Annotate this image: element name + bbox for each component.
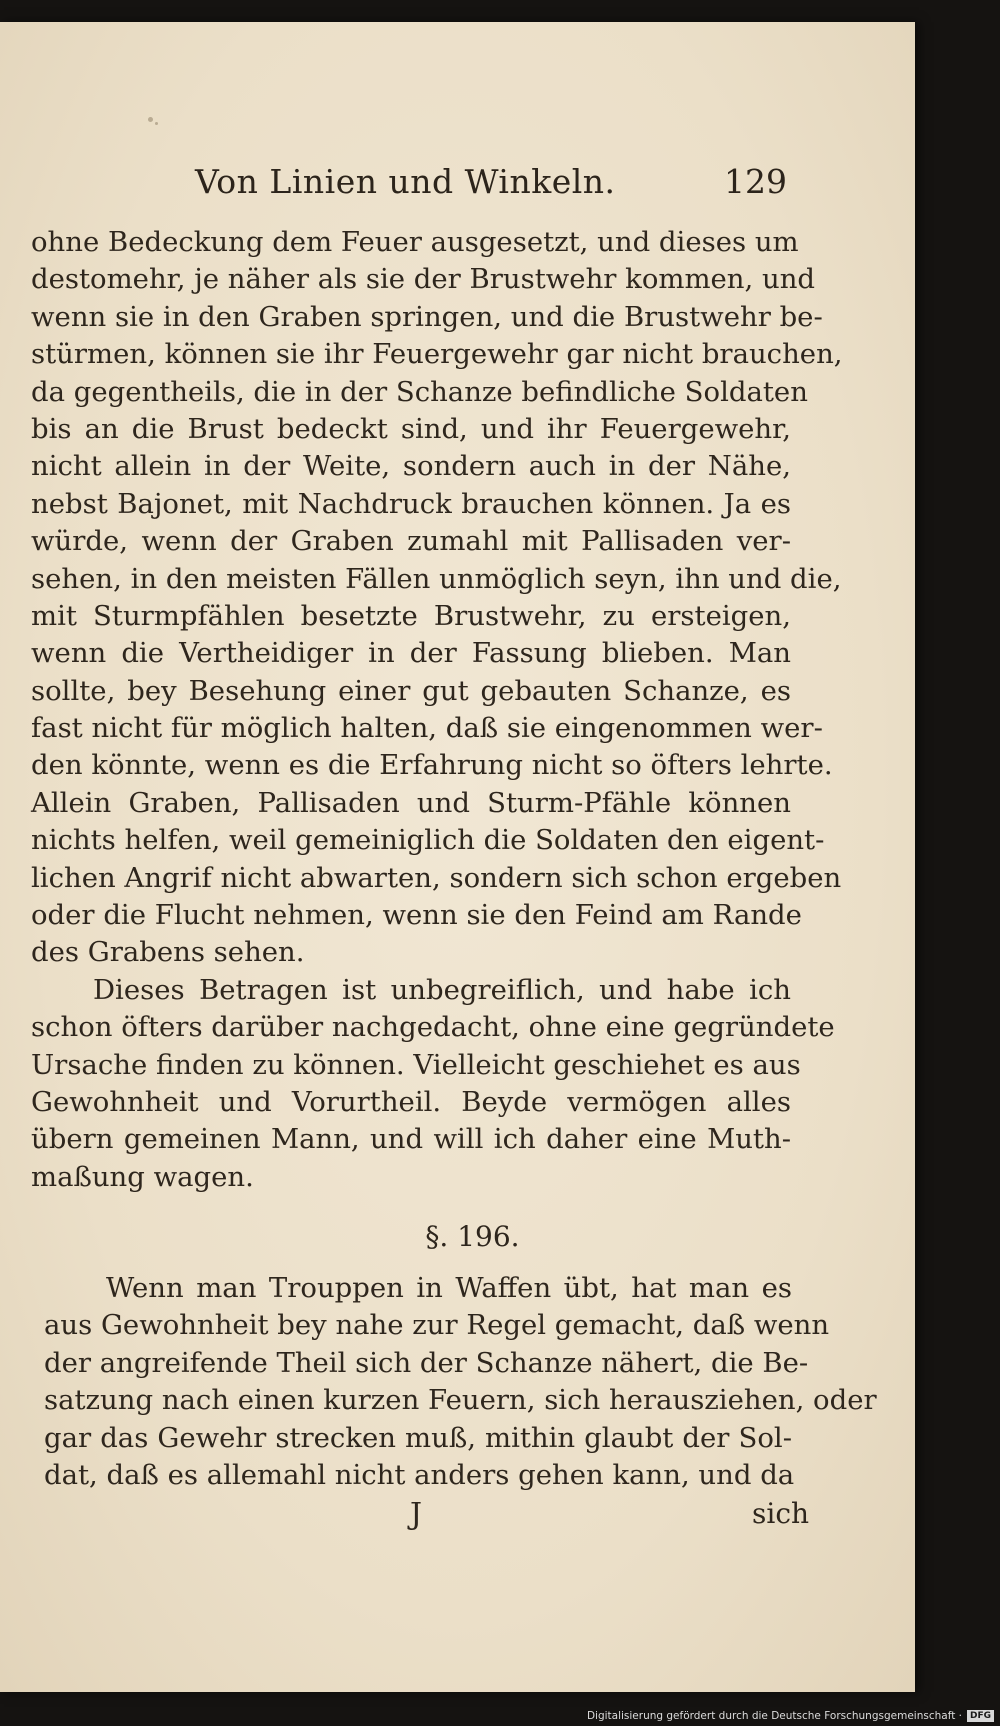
text-line: übern gemeinen Mann, und will ich daher eine Muth-	[31, 1123, 791, 1156]
text-line: da gegentheils, die in der Schanze befindliche Soldaten	[31, 375, 808, 408]
text-line: gar das Gewehr strecken muß, mithin glaubt der Sol-	[44, 1421, 792, 1454]
paragraph-1	[31, 224, 843, 972]
text-line: Gewohnheit und Vorurtheil. Beyde vermögen alles	[31, 1085, 791, 1118]
text-line: wenn sie in den Graben springen, und die Brustwehr be-	[31, 300, 823, 333]
paper-stain	[148, 117, 153, 122]
text-line: würde, wenn der Graben zumahl mit Pallisaden ver-	[31, 525, 791, 558]
text-line: nichts helfen, weil gemeiniglich die Soldaten den eigent-	[31, 824, 825, 857]
text-line: bis an die Brust bedeckt sind, und ihr Feuergewehr,	[31, 412, 791, 445]
text-line: nicht allein in der Weite, sondern auch in der Nähe,	[31, 450, 791, 483]
paragraph-2	[31, 972, 835, 1196]
text-line: fast nicht für möglich halten, daß sie eingenommen wer-	[31, 712, 823, 745]
text-line: Allein Graben, Pallisaden und Sturm-Pfähle können	[31, 786, 791, 819]
text-line: satzung nach einen kurzen Feuern, sich herausziehen, oder	[44, 1384, 877, 1417]
paragraph-3	[44, 1270, 877, 1494]
text-line: der angreifende Theil sich der Schanze nähert, die Be-	[44, 1346, 809, 1379]
text-line: den könnte, wenn es die Erfahrung nicht so öfters lehrte.	[31, 749, 833, 782]
text-line: schon öfters darüber nachgedacht, ohne eine gegründete	[31, 1011, 835, 1044]
page-header	[0, 162, 915, 212]
text-line: stürmen, können sie ihr Feuergewehr gar nicht brauchen,	[31, 338, 843, 371]
text-line: des Grabens sehen.	[31, 936, 305, 969]
text-line: nebst Bajonet, mit Nachdruck brauchen können. Ja es	[31, 487, 791, 520]
book-page	[0, 22, 915, 1692]
catchword: sich	[752, 1497, 810, 1530]
text-line: oder die Flucht nehmen, wenn sie den Feind am Rande	[31, 899, 802, 932]
text-line: destomehr, je näher als sie der Brustwehr kommen, und	[31, 263, 816, 296]
text-line: aus Gewohnheit bey nahe zur Regel gemacht, daß wenn	[44, 1309, 830, 1342]
text-line: lichen Angrif nicht abwarten, sondern sich schon ergeben	[31, 861, 842, 894]
text-line: Dieses Betragen ist unbegreiflich, und habe ich	[93, 973, 791, 1006]
text-line: mit Sturmpfählen besetzte Brustwehr, zu ersteigen,	[31, 599, 791, 632]
text-line: sollte, bey Besehung einer gut gebauten Schanze, es	[31, 674, 791, 707]
text-line: ohne Bedeckung dem Feuer ausgesetzt, und dieses um	[31, 226, 799, 258]
text-line: Wenn man Trouppen in Waffen übt, hat man es	[106, 1272, 792, 1304]
section-heading: §. 196.	[425, 1220, 520, 1253]
digitization-credit: Digitalisierung gefördert durch die Deutsche Forschungsgemeinschaft ·	[586, 1710, 962, 1722]
text-line: dat, daß es allemahl nicht anders gehen kann, und da	[44, 1458, 795, 1491]
page-number: 129	[724, 162, 787, 201]
body-text	[31, 224, 843, 1196]
text-line: maßung wagen.	[31, 1160, 254, 1193]
text-line: sehen, in den meisten Fällen unmöglich seyn, ihn und die,	[31, 562, 842, 595]
running-title: Von Linien und Winkeln.	[195, 162, 616, 201]
signature-mark: J	[410, 1497, 423, 1532]
text-line: wenn die Vertheidiger in der Fassung blieben. Man	[31, 637, 791, 670]
text-line: Ursache finden zu können. Vielleicht geschiehet es aus	[31, 1048, 801, 1081]
paper-stain	[155, 122, 158, 125]
dfg-logo: DFG	[967, 1710, 994, 1722]
